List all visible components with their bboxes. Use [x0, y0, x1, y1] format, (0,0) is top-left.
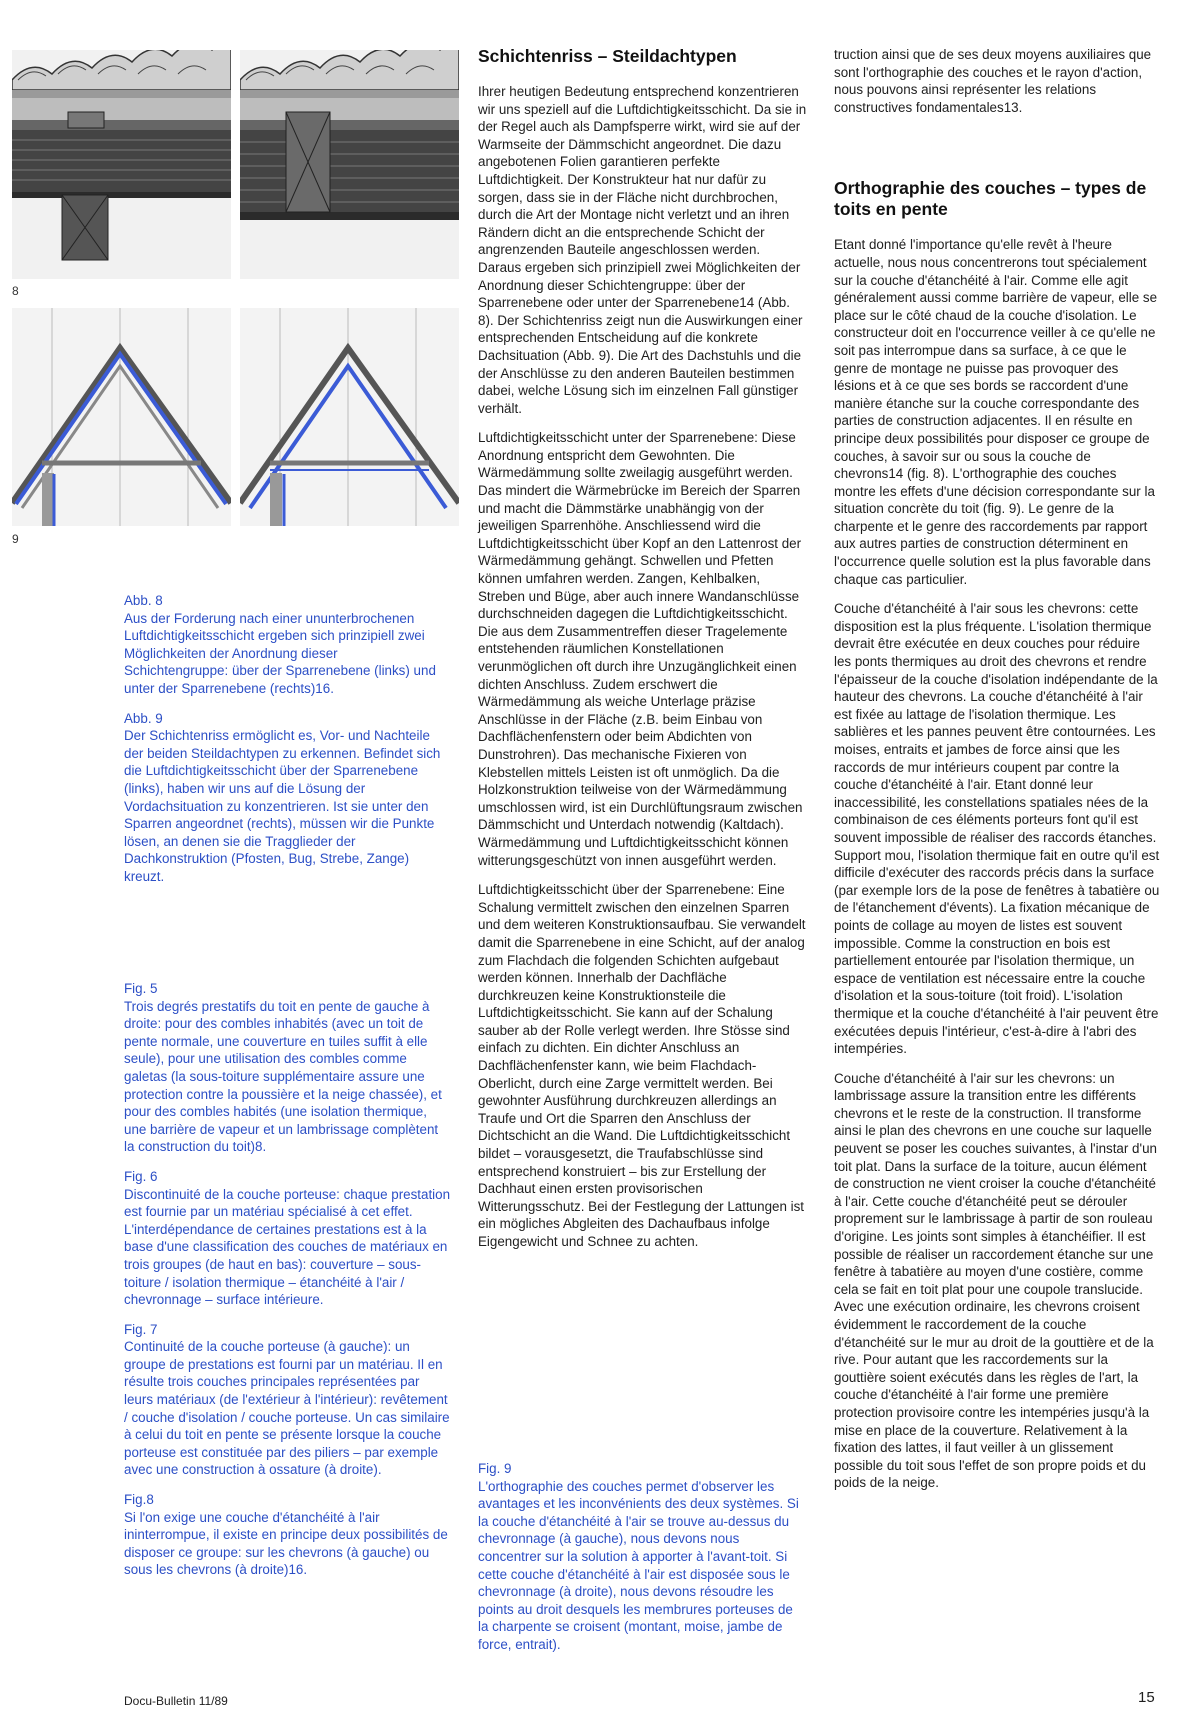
caption-text: L'orthographie des couches permet d'observer les avantages et les inconvénients des deux systèmes. Si la couche d'étanchéité à l'air se trouve au-dessus du chevronnage (à gauche), nous devons nous concentrer sur la solution à apporter à l'avant-toit. Si cette couche d'étanchéité à l'air est disposée sous le chevronnage (à droite), nous devons résoudre les points au droit desquels les membrures porteuses de la charpente se croisent (montant, moise, jambe de force, entrait).	[478, 1478, 799, 1652]
roof-cross-section	[240, 308, 459, 526]
caption-text: Discontinuité de la couche porteuse: chaque prestation est fournie par un matériau spécialisé à cet effet. L'interdépendance de certaines prestations est à la base d'une classification des couches de matériaux en trois groupes (de haut en bas): couverture – sous-toiture / isolation thermique – étanchéité à l'air / chevronnage – surface intérieure.	[124, 1186, 451, 1308]
caption-label: Fig.8	[124, 1492, 154, 1508]
figure-8-left	[12, 50, 231, 279]
german-heading: Schichtenriss – Steildachtypen	[478, 46, 737, 66]
caption-abb8	[124, 592, 442, 698]
caption-fig6	[124, 1168, 451, 1309]
figure-9-right	[240, 308, 459, 526]
caption-text: Continuité de la couche porteuse (à gauche): un groupe de prestations est fourni par un matériau. Il en résulte trois couches principales représentées par leurs matériaux (de l'extérieur à l'intérieur): revêtement / couche d'isolation / couche porteuse. Un cas similaire à celui du toit en pente se présente lorsque la couche porteuse est constituée par des piliers – par exemple avec une construction à ossature (à droite).	[124, 1339, 450, 1478]
figure-9-left	[12, 308, 231, 526]
german-paragraph: Luftdichtigkeitsschicht unter der Sparrenebene: Diese Anordnung entspricht dem Gewohnten. Die Wärmedämmung sollte zweilagig ausgeführt werden. Das mindert die Wärmebrücke im Bereich der Sparren und macht die Dämmstärke unabhängig von der jeweiligen Sparrenhöhe. Anschliessend wird die Luftdichtigkeitsschicht über Kopf an den Lattenrost der Wärmedämmung gehängt. Schwellen und Pfetten können umfahren werden. Zangen, Kehlbalken, Streben und Büge, aber auch innere Wandanschlüsse durchschneiden dagegen die Luftdichtigkeitsschicht. Die aus dem Zusammentreffen dieser Tragelemente entstehenden räumlichen Konstellationen verunmöglichen oft durch ihre Unzugänglichkeit einen dichten Anschluss. Zudem erschwert die Wärmedämmung als weiche Unterlage präzise Anschlüsse in der Fläche (z.B. beim Einbau von Dachflächenfenstern oder beim Abdichten von Dunstrohren). Das mechanische Fixieren von Klebstellen mittels Leisten ist oft unmöglich. Da die Holzkonstruktion teilweise von der Wärmedämmung umschlossen wird, ist ein Durchlüftungsraum zwischen Dämmschicht und Unterdach notwendig (Kaltdach). Wärmedämmung und Luftdichtigkeitsschicht können witterungsgeschützt von innen ausgeführt werden.	[478, 430, 803, 868]
caption-text: Aus der Forderung nach einer ununterbrochenen Luftdichtigkeitsschicht ergeben sich prinzipiell zwei Möglichkeiten der Anordnung dieser Schichtengruppe: über der Sparrenebene (links) und unter der Sparrenebene (rechts)16.	[124, 610, 436, 696]
french-intro: truction ainsi que de ses deux moyens auxiliaires que sont l'orthographie des couches et le rayon d'action, nous pouvons ainsi représenter les relations constructives fondamentales13.	[834, 47, 1152, 115]
german-body-column	[478, 46, 807, 1263]
caption-label: Fig. 7	[124, 1321, 158, 1337]
caption-label: Fig. 6	[124, 1168, 158, 1184]
caption-text: Si l'on exige une couche d'étanchéité à l'air ininterrompue, il existe en principe deux possibilités de disposer ce groupe: sur les chevrons (à gauche) ou sous les chevrons (à droite)16.	[124, 1509, 448, 1578]
caption-text: Der Schichtenriss ermöglicht es, Vor- und Nachteile der beiden Steildachtypen zu erkennen. Befindet sich die Luftdichtigkeitsschicht über der Sparrenebene (links), haben wir uns auf die Lösung der Vordachsituation zu konzentrieren. Ist sie unter den Sparren angeordnet (rechts), müssen wir die Punkte lösen, an denen sie die Tragglieder der Dachkonstruktion (Pfosten, Bug, Strebe, Zange) kreuzt.	[124, 728, 441, 884]
caption-group-middle	[478, 1460, 805, 1666]
caption-label: Abb. 8	[124, 593, 163, 608]
german-paragraph: Luftdichtigkeitsschicht über der Sparrenebene: Eine Schalung vermittelt zwischen den einzelnen Sparren und dem weiteren Konstruktionsaufbau. Sie verwandelt damit die Sparrenebene in eine Schicht, auf der analog zum Flachdach die folgenden Schichten aufgebaut werden können. Innerhalb der Dachfläche durchkreuzen keine Konstruktionsteile die Luftdichtigkeitsschicht. Sie kann auf der Schalung sauber ab der Rolle verlegt werden. Ihre Stösse sind einfach zu dichten. Ein dichter Anschluss an Dachflächenfenster kann, wie beim Flachdach-Oberlicht, durch eine Zarge vermittelt werden. Bei gewohnter Ausführung durchkreuzen allerdings an Traufe und Ort die Sparren den Anschluss der Dichtschicht an die Wand. Die Luftdichtigkeitsschicht bildet – vorausgesetzt, die Traufabschlüsse sind entsprechend konstruiert – bis zur Erstellung der Dachhaut einen ersten provisorischen Witterungsschutz. Bei der Festlegung der Lattungen ist ein mögliches Abgleiten des Dachaufbaus infolge Eigengewicht und Schnee zu achten.	[478, 882, 806, 1249]
roof-section-drawing	[240, 50, 459, 279]
caption-abb9	[124, 710, 442, 886]
caption-label: Fig. 9	[478, 1461, 512, 1476]
caption-fig8	[124, 1491, 451, 1579]
caption-label: Fig. 5	[124, 981, 158, 996]
caption-label: Abb. 9	[124, 710, 163, 726]
publication-footer: Docu-Bulletin 11/89	[124, 1694, 228, 1708]
french-body-column	[834, 46, 1160, 1504]
french-paragraph: Couche d'étanchéité à l'air sur les chevrons: un lambrissage assure la transition entre les différents chevrons et le reste de la construction. Il transforme ainsi le plan des chevrons en une couche sur laquelle peuvent se poser les couches suivantes, à l'instar d'un toit plat. Dans la surface de la toiture, aucun élément de construction ne vient croiser la couche d'étanchéité à l'air. Cette couche d'étanchéité peut se dérouler proprement sur le lambrissage à partir de son rouleau d'origine. Les joints sont simples à étanchéifier. Il est possible de réaliser un raccordement étanche sur une fenêtre à tabatière au moyen d'une costière, comme cela se fait en toit plat pour une coupole translucide. Avec une exécution ordinaire, les chevrons croisent évidemment le raccordement de la couche d'étanchéité sur le mur au droit de la gouttière et de la rive. Pour autant que les raccordements sur la gouttière soient exécutés dans les règles de l'art, la couche d'étanchéité à l'air forme une première protection provisoire contre les intempéries jusqu'à la mise en place de la couverture. Relativement à la fixation des lattes, il faut veiller à un glissement possible du toit sous l'effet de son propre poids et du poids de la neige.	[834, 1070, 1157, 1491]
page-number: 15	[1138, 1689, 1155, 1706]
figure-8-number: 8	[12, 284, 19, 298]
french-heading: Orthographie des couches – types de toits en pente	[834, 178, 1147, 220]
caption-group-french	[124, 980, 451, 1591]
caption-fig5	[124, 980, 451, 1156]
roof-section-drawing	[12, 50, 231, 279]
french-paragraph: Couche d'étanchéité à l'air sous les chevrons: cette disposition est la plus fréquente. L'isolation thermique devrait être exécutée en deux couches pour réduire les ponts thermiques au droit des chevrons et rendre l'épaisseur de la couche d'isolation indépendante de la hauteur des chevrons. La couche d'étanchéité à l'air est fixée au lattage de l'isolation thermique. Les sablières et les pannes peuvent être contournées. Les moises, entraits et jambes de force ainsi que les raccords de mur intérieurs coupent par contre la couche d'étanchéité à l'air. Etant donné leur inaccessibilité, les constellations spatiales nées de la combinaison de ces éléments porteurs font qu'il est souvent impossible de réaliser des raccords étanches. Support mou, l'isolation thermique fait en outre qu'il est difficile d'exécuter des raccords précis dans la surface (par exemple lors de la pose de fenêtres à tabatière ou de l'étanchement d'évents). La fixation mécanique de points de collage au moyen de listes est souvent impossible. Comme la construction en bois est partiellement entourée par l'isolation thermique, un espace de ventilation est nécessaire entre la couche d'isolation et la sous-toiture (toit froid). L'isolation thermique et la couche d'étanchéité à l'air peuvent être exécutées depuis l'intérieur, c'est-à-dire à l'abri des intempéries.	[834, 601, 1160, 1057]
figure-8-right	[240, 50, 459, 279]
german-paragraph: Ihrer heutigen Bedeutung entsprechend konzentrieren wir uns speziell auf die Luftdichtigkeitsschicht. Da sie in der Regel auch als Dampfsperre wirkt, wird sie auf der Warmseite der Dämmschicht angeordnet. Die dazu angebotenen Folien garantieren perfekte Luftdichtigkeit. Der Konstrukteur hat nur dafür zu sorgen, dass sie in der Fläche nicht durchbrochen, durch die Art der Montage nicht verletzt und an ihren Rändern dicht an die entsprechende Schicht der angrenzenden Bauteile angeschlossen werden. Daraus ergeben sich prinzipiell zwei Möglichkeiten der Anordnung dieser Schichtengruppe: über der Sparrenebene oder unter der Sparrenebene14 (Abb. 8). Der Schichtenriss zeigt nun die Auswirkungen einer entsprechenden Entscheidung auf die konkrete Dachsituation (Abb. 9). Die Art des Dachstuhls und die der Anschlüsse zu den anderen Bauteilen bestimmen dabei, welche Lösung sich im einzelnen Fall günstiger verhält.	[478, 84, 807, 416]
figure-9-number: 9	[12, 532, 19, 546]
caption-group-german	[124, 592, 442, 898]
roof-cross-section	[12, 308, 231, 526]
caption-fig7	[124, 1321, 451, 1479]
caption-text: Trois degrés prestatifs du toit en pente de gauche à droite: pour des combles inhabités (avec un toit de pente normale, une couverture en tuiles suffit à elle seule), pour une utilisation des combles comme galetas (la sous-toiture supplémentaire assure une protection contre la poussière et la neige chassée), et pour des combles habités (une isolation thermique, une barrière de vapeur et un lambrissage complètent la construction du toit)8.	[124, 998, 442, 1155]
caption-fig9	[478, 1460, 805, 1654]
french-paragraph: Etant donné l'importance qu'elle revêt à l'heure actuelle, nous nous concentrerons tout spécialement sur la couche d'étanchéité à l'air. Comme elle agit généralement aussi comme barrière de vapeur, elle se place sur le côté chaud de la couche d'isolation. Le constructeur doit en l'occurrence veiller à ce qu'elle ne soit pas interrompue dans sa surface, à ce que le genre de montage ne puisse pas provoquer des lésions et à ce que ses bords se raccordent d'une manière étanche sur la couche correspondante des parties de construction adjacentes. Il en résulte en principe deux possibilités pour disposer ce groupe de couches, à savoir sur ou sous la couche de chevrons14 (fig. 8). L'orthographie des couches montre les effets d'une décision correspondante sur la situation concrète du toit (fig. 9). Le genre de la charpente et le genre des raccordements par rapport aux autres parties de construction déterminent en l'occurrence quelle solution est la plus favorable dans chaque cas particulier.	[834, 237, 1158, 587]
